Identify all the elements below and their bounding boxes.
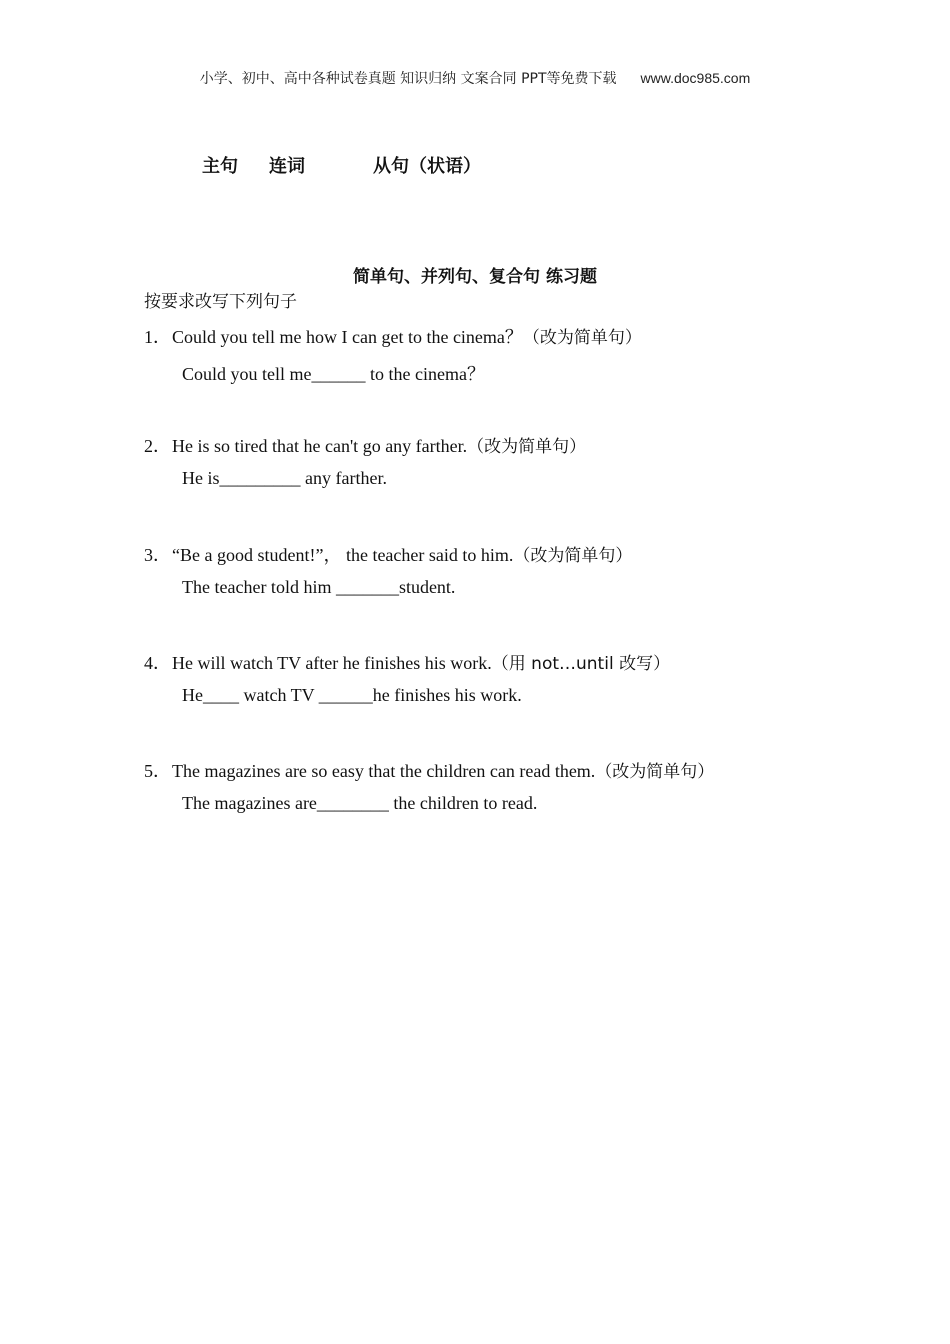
question-5: [144, 757, 714, 783]
question-requirement: （改为简单句）: [522, 328, 642, 348]
header-text: 小学、初中、高中各种试卷真题 知识归纳 文案合同 PPT等免费下载: [199, 71, 617, 87]
question-requirement: （用 not…until 改写）: [491, 654, 671, 674]
question-sentence: “Be a good student!”， the teacher said to him.: [172, 545, 514, 565]
answer-line-4: He____ watch TV ______he finishes his work.: [182, 685, 522, 705]
question-number: 1．: [144, 327, 171, 347]
grammar-labels: [202, 152, 481, 178]
label-conjunction: 连词: [269, 156, 305, 177]
label-subordinate-clause: 从句（状语）: [373, 156, 481, 177]
question-number: 2．: [144, 436, 171, 456]
question-sentence: The magazines are so easy that the children can read them.: [172, 761, 596, 781]
answer-line-1: Could you tell me______ to the cinema？: [182, 364, 485, 384]
question-number: 3．: [144, 545, 171, 565]
header-site-link[interactable]: www.doc985.com: [640, 70, 751, 86]
question-requirement: （改为简单句）: [595, 762, 715, 782]
question-3: [144, 541, 632, 567]
question-sentence: He is so tired that he can't go any farther.: [172, 436, 468, 456]
worksheet-title: 简单句、并列句、复合句 练习题: [353, 267, 597, 287]
question-number: 4．: [144, 653, 171, 673]
answer-line-3: The teacher told him _______student.: [182, 577, 456, 597]
question-4: [144, 649, 670, 675]
answer-line-2: He is_________ any farther.: [182, 468, 387, 488]
question-2: [144, 432, 586, 458]
question-requirement: （改为简单句）: [467, 437, 587, 457]
worksheet-instruction: 按要求改写下列句子: [144, 292, 297, 312]
question-sentence: He will watch TV after he finishes his work.: [172, 653, 492, 673]
question-sentence: Could you tell me how I can get to the cinema？: [172, 327, 523, 347]
question-requirement: （改为简单句）: [513, 546, 633, 566]
page-header: [0, 68, 950, 88]
question-1: [144, 323, 642, 349]
question-number: 5．: [144, 761, 171, 781]
answer-line-5: The magazines are________ the children to read.: [182, 793, 538, 813]
label-main-clause: 主句: [202, 156, 238, 177]
